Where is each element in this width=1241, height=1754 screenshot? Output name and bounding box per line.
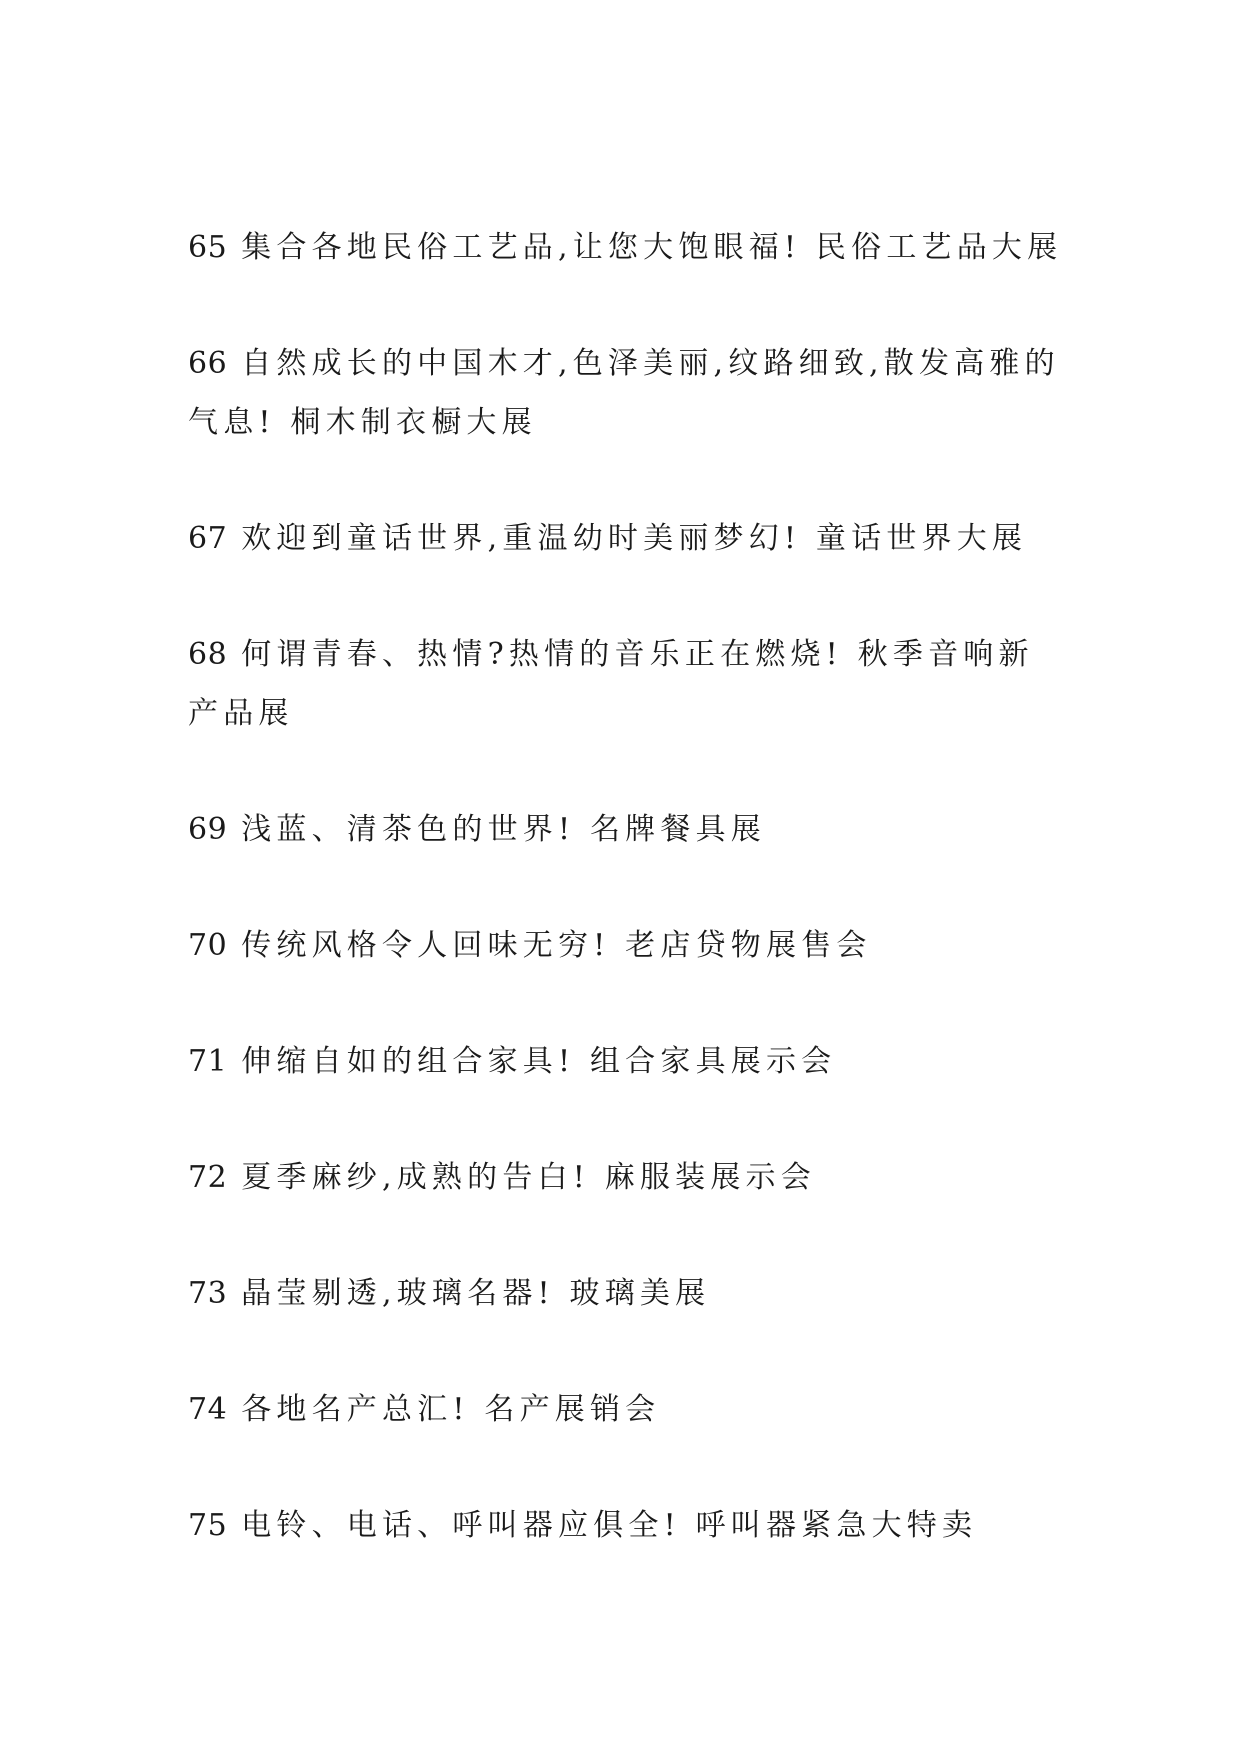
item-number: 68 xyxy=(188,637,228,672)
item-text: 自然成长的中国木才,色泽美丽,纹路细致,散发高雅的气息! 桐木制衣橱大展 xyxy=(188,346,1060,440)
list-item xyxy=(188,1032,1068,1091)
item-text: 浅蓝、清茶色的世界! 名牌餐具展 xyxy=(241,812,766,847)
item-number: 65 xyxy=(188,230,228,265)
list-item xyxy=(188,1148,1068,1207)
list-item xyxy=(188,1380,1068,1439)
item-number: 69 xyxy=(188,812,228,847)
item-number: 70 xyxy=(188,928,228,963)
item-text: 电铃、电话、呼叫器应俱全! 呼叫器紧急大特卖 xyxy=(241,1508,978,1543)
item-number: 74 xyxy=(188,1392,228,1427)
item-text: 集合各地民俗工艺品,让您大饱眼福! 民俗工艺品大展 xyxy=(241,230,1063,265)
item-number: 67 xyxy=(188,521,228,556)
list-item xyxy=(188,625,1068,743)
item-number: 71 xyxy=(188,1044,228,1079)
list-item xyxy=(188,218,1068,277)
list-item xyxy=(188,1496,1068,1555)
item-text: 何谓青春、热情?热情的音乐正在燃烧! 秋季音响新产品展 xyxy=(188,637,1034,731)
item-number: 72 xyxy=(188,1160,228,1195)
list-item xyxy=(188,800,1068,859)
item-number: 66 xyxy=(188,346,228,381)
item-number: 73 xyxy=(188,1276,228,1311)
list-item xyxy=(188,1264,1068,1323)
list-item xyxy=(188,509,1068,568)
item-text: 传统风格令人回味无穷! 老店贷物展售会 xyxy=(241,928,872,963)
item-number: 75 xyxy=(188,1508,228,1543)
item-text: 晶莹剔透,玻璃名器! 玻璃美展 xyxy=(241,1276,711,1311)
slogan-list xyxy=(188,218,1068,1612)
list-item xyxy=(188,916,1068,975)
item-text: 各地名产总汇! 名产展销会 xyxy=(241,1392,661,1427)
list-item xyxy=(188,334,1068,452)
item-text: 夏季麻纱,成熟的告白! 麻服装展示会 xyxy=(241,1160,816,1195)
item-text: 欢迎到童话世界,重温幼时美丽梦幻! 童话世界大展 xyxy=(241,521,1028,556)
item-text: 伸缩自如的组合家具! 组合家具展示会 xyxy=(241,1044,837,1079)
